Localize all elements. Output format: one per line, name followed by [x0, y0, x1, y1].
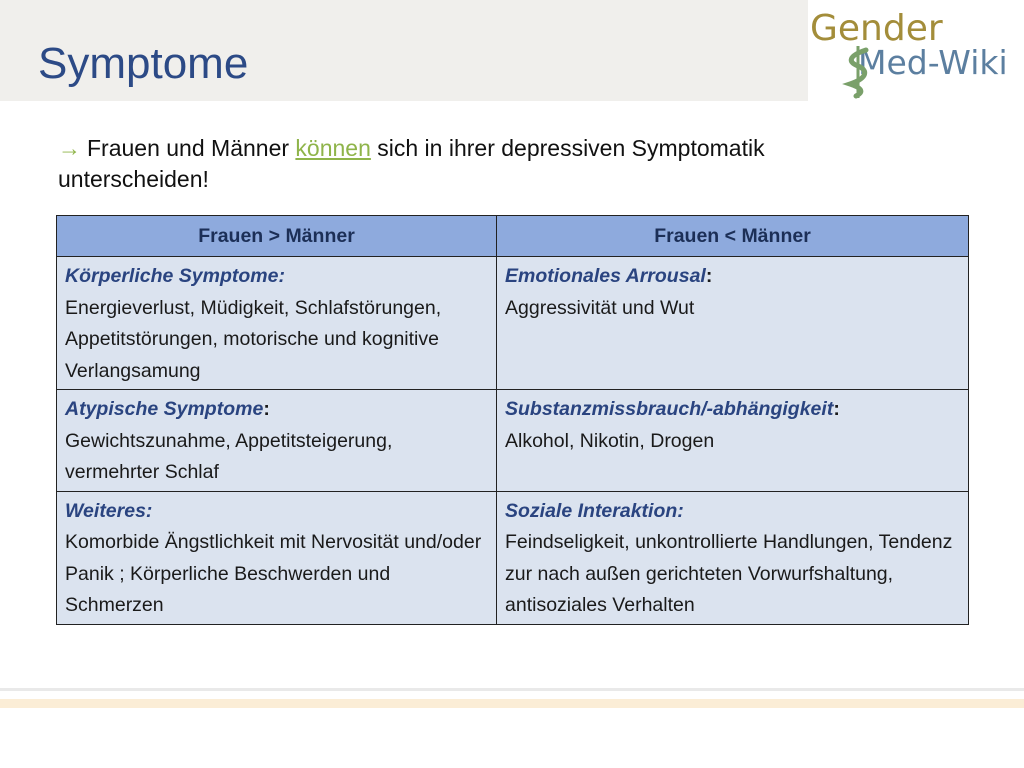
slide-title: Symptome — [38, 39, 249, 88]
cell-heading-colon: : — [705, 265, 713, 287]
cell-heading: Körperliche Symptome: — [65, 265, 285, 287]
cell-heading: Weiteres: — [65, 499, 153, 522]
cell-heading-colon: : — [833, 398, 840, 420]
cell-heading: Soziale Interaktion: — [505, 499, 684, 522]
table-header-row — [57, 216, 969, 257]
cell-text: Energieverlust, Müdigkeit, Schlafstörungen, Appetitstörungen, motorische und kognitive Verlangsamung — [65, 296, 442, 382]
gender-med-wiki-logo — [808, 0, 1024, 101]
cell-heading: Emotionales Arrousal — [505, 265, 706, 287]
logo-text-line1: Gender — [810, 8, 943, 49]
cell-text: Gewichtszunahme, Appetitsteigerung, vermehrter Schlaf — [65, 429, 393, 483]
table-cell — [57, 257, 497, 390]
cell-heading: Atypische Symptome — [65, 398, 264, 420]
header-men-more: Frauen < Männer — [497, 216, 969, 257]
header-women-more: Frauen > Männer — [57, 216, 497, 257]
table-row — [57, 257, 969, 390]
cell-heading: Substanzmissbrauch/-abhängigkeit — [505, 398, 834, 420]
cell-text: Alkohol, Nikotin, Drogen — [505, 429, 715, 452]
symptom-comparison-table — [56, 215, 969, 625]
cell-heading-colon: : — [263, 398, 270, 420]
intro-keyword: können — [295, 135, 371, 161]
intro-text-after: sich in ihrer depressiven Symptomatik unterscheiden! — [58, 135, 765, 192]
table-cell — [497, 390, 969, 492]
intro-statement — [58, 133, 918, 195]
arrow-right-icon: → — [58, 135, 81, 161]
table-cell — [57, 491, 497, 624]
table-cell — [497, 257, 969, 390]
table-row — [57, 390, 969, 492]
cell-text: Aggressivität und Wut — [505, 296, 695, 319]
table-row — [57, 491, 969, 624]
footer-divider-beige — [0, 699, 1024, 708]
cell-text: Feindseligkeit, unkontrollierte Handlungen, Tendenz zur nach außen gerichteten Vorwurfshaltung, antisoziales Verhalten — [505, 531, 953, 616]
footer-divider-gray — [0, 688, 1024, 691]
table-cell — [497, 491, 969, 624]
table-cell — [57, 390, 497, 492]
intro-text-before: Frauen und Männer — [87, 135, 290, 161]
cell-text: Komorbide Ängstlichkeit mit Nervosität und/oder Panik ; Körperliche Beschwerden und Schmerzen — [65, 531, 482, 616]
logo-text-line2: Med-Wiki — [858, 43, 1008, 82]
